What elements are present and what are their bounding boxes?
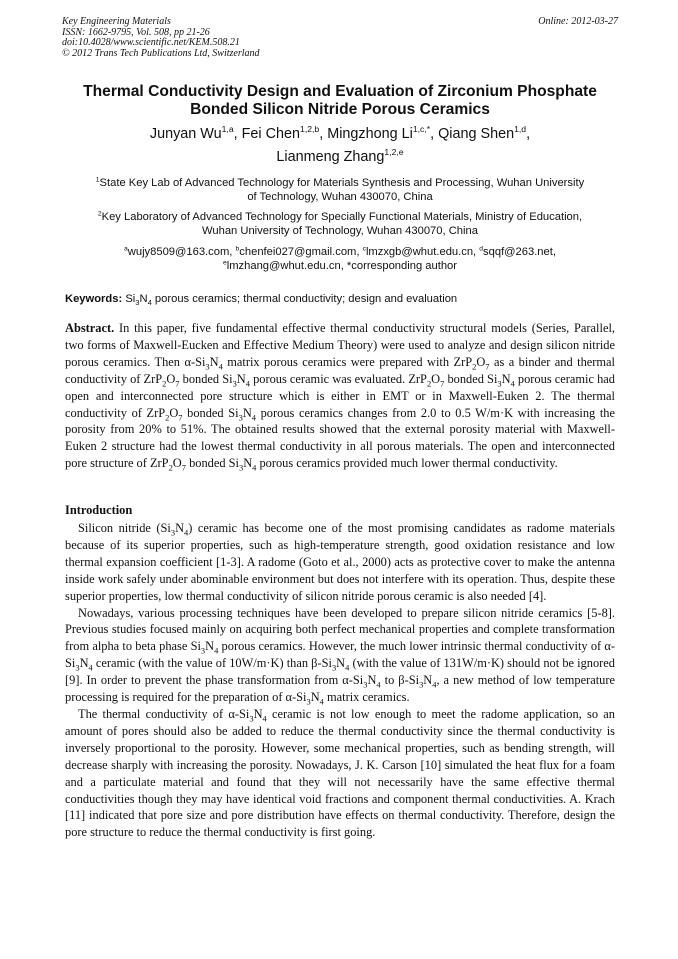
author: Qiang Shen$^{1,d}$,: [438, 124, 531, 142]
author-list: [40, 123, 640, 169]
author: Fei Chen$^{1,2,b}$,: [241, 124, 328, 142]
abstract-paragraph: Abstract. In this paper, five fundamental effective thermal conductivity structural models (Series, Parallel, two forms of Maxwell-Eucken and Effective Medium Theory) were used to analyze and design silicon nitride porous ceramics. Then $\alpha-Si_3N_4$ matrix porous ceramics were prepared with $ZrP_2O_7$ as a binder and thermal conductivity of $ZrP_2O_7$ bonded $Si_3N_4$ porous ceramic was evaluated. $ZrP_2O_7$ bonded $Si_3N_4$ porous ceramic had open and interconnected pore structure which is either in EMT or in Maxwell-Euken 2. The thermal conductivity of $ZrP_2O_7$ bonded $Si_3N_4$ porous ceramics changes from 2.0 to 0.5 W/m·K with increasing the porosity from 20% to 51%. The obtained results showed that the external porosity material with Maxwell-Euken 2 structure had the lowest thermal conductivity in all porous materials. The open and interconnected pore structure of $ZrP_2O_7$ bonded $Si_3N_4$ porous ceramics provided much lower thermal conductivity.: [65, 321, 615, 473]
title-line-2: Bonded Silicon Nitride Porous Ceramics: [190, 101, 490, 118]
keywords-line: Keywords: $Si_3N_4$ porous ceramics; thermal conductivity; design and evaluation: [65, 293, 458, 308]
affiliation-1: $^1$State Key Lab of Advanced Technology for Materials Synthesis and Processing, Wuhan University of Technology, Wuhan 430070, China: [95, 176, 585, 204]
copyright-line: © 2012 Trans Tech Publications Ltd, Switzerland: [62, 47, 260, 59]
author-emails: $^a$wujy8509@163.com, $^b$chenfei027@gmail.com, $^c$lmzxgb@whut.edu.cn, $^d$sqqf@263.net, $^e$lmzhang@whut.edu.cn, *corresponding author: [124, 245, 556, 273]
intro-paragraph-3: The thermal conductivity of $\alpha-Si_3N_4$ ceramic is not low enough to meet the radome application, so an amount of pores should also be added to reduce the thermal conductivity since the thermal conductivity is inversely proportional to the porosity. However, some mechanical properties, such as bending strength, will decrease sharply with increasing the porosity. Nowadays, J. K. Carson [10] simulated the heat flux for a foam and a particulate material and found that they will not necessarily have the same effective thermal conductivities though they may have identical void fractions and component thermal conductivities. A. Krach [11] indicated that pore size and pore distribution have effects on thermal conductivity. Therefore, design the pore structure to reduce the thermal conductivity is first going.: [65, 706, 616, 840]
affiliation-2: $^2$Key Laboratory of Advanced Technology for Specially Functional Materials, Ministry of Education, Wuhan University of Technology, Wuhan 430070, China: [97, 210, 583, 238]
abstract-section: [65, 320, 615, 472]
journal-name: Key Engineering Materials: [62, 16, 171, 27]
keywords-label: Keywords:: [65, 293, 123, 305]
doi-line: doi:10.4028/www.scientific.net/KEM.508.21: [62, 37, 240, 48]
email-link[interactable]: chenfei027@gmail.com,: [239, 246, 363, 258]
email-link[interactable]: lmzhang@whut.edu.cn, *corresponding author: [226, 260, 458, 273]
section-heading-introduction: Introduction: [65, 503, 133, 517]
author: Mingzhong $Li^{1,c,*}$,: [327, 124, 439, 142]
email-link[interactable]: lmzxgb@whut.edu.cn,: [365, 246, 480, 258]
author: Junyan Wu$^{1,a}$,: [149, 124, 242, 142]
author: Lianmeng Zhang$^{1,2,e}$: [276, 147, 404, 165]
email-link[interactable]: sqqf@263.net,: [483, 246, 556, 258]
introduction-section: [65, 520, 615, 841]
issn-line: ISSN: 1662-9795, Vol. 508, pp 21-26: [62, 26, 210, 38]
abstract-label: Abstract.: [65, 321, 115, 335]
email-link[interactable]: wujy8509@163.com,: [127, 246, 236, 258]
online-date: Online: 2012-03-27: [538, 16, 618, 27]
paper-title: [50, 83, 630, 119]
intro-paragraph-2: Nowadays, various processing techniques have been developed to prepare silicon nitride ceramics [5-8]. Previous studies focused mainly on acquiring both perfect mechanical properties and complete transformation from alpha to beta phase $Si_3N_4$ porous ceramics. However, the much lower intrinsic thermal conductivity of $\alpha-Si_3N_4$ ceramic (with the value of 10W/m·K) than $\beta-Si_3N_4$ (with the value of 131W/m·K) should not be ignored [9]. In order to prevent the phase transformation from $\alpha-Si_3N_4$ to $\beta-Si_3N_4$, a new method of low temperature processing is required for the preparation of $\alpha-Si_3N_4$ matrix ceramics.: [65, 605, 616, 707]
journal-header: [62, 17, 618, 59]
title-line-1: Thermal Conductivity Design and Evaluation of Zirconium Phosphate: [83, 83, 597, 100]
intro-paragraph-1: Silicon nitride $(Si_3N_4)$ ceramic has become one of the most promising candidates as radome materials because of its superior properties, such as high-temperature strength, good oxidation resistance and low thermal expansion coefficient [1-3]. A radome (Goto et al., 2000) acts as protective cover to make the antenna inside work safely under abominable environment but does not interfere with its operation. Thus, despite these superior properties, low thermal conductivity of silicon nitride porous ceramic is also needed [4].: [65, 521, 615, 603]
